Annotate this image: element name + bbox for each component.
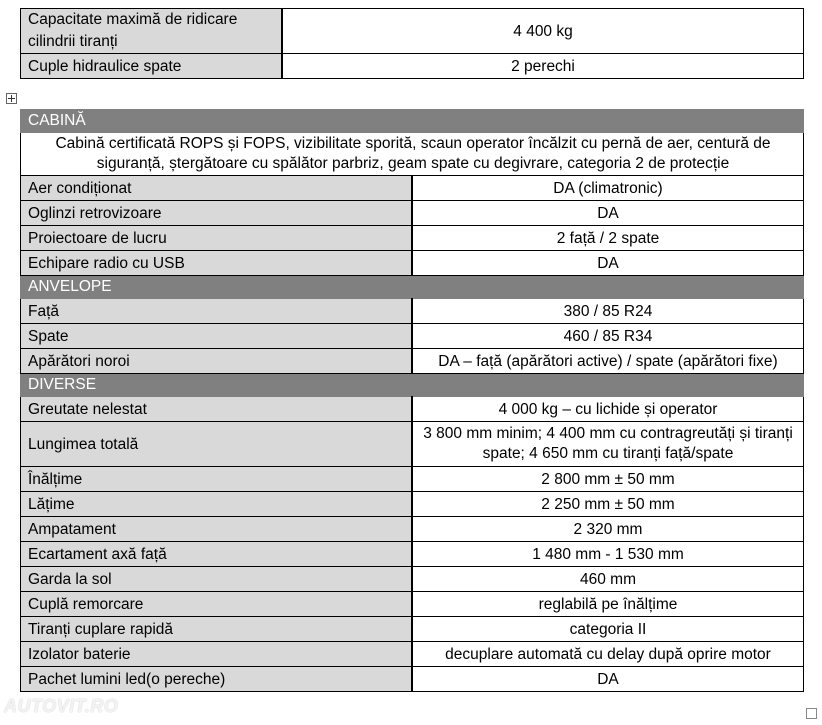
table-row [21,422,804,467]
row-label: Pachet lumini led(o pereche) [21,667,413,692]
row-value: DA [412,251,804,276]
cabina-description [21,133,804,176]
spec-table-top [20,8,804,79]
row-label: Capacitate maximă de ridicare cilindrii tiranți [21,9,283,54]
row-value: DA [412,201,804,226]
table-row [21,667,804,692]
spec-table-main [20,109,804,692]
row-label: Tiranți cuplare rapidă [21,617,413,642]
table-resize-handle-icon[interactable] [806,708,817,719]
table-row [21,201,804,226]
row-value: 1 480 mm - 1 530 mm [412,542,804,567]
row-label: Înălțime [21,467,413,492]
row-value: 3 800 mm minim; 4 400 mm cu contragreutăți și tiranți spate; 4 650 mm cu tiranți față/spate [412,422,804,467]
row-label: Izolator baterie [21,642,413,667]
table-row [21,226,804,251]
row-label: Lățime [21,492,413,517]
row-value: 4 000 kg – cu lichide și operator [412,397,804,422]
row-label: Proiectoare de lucru [21,226,413,251]
section-title: ANVELOPE [21,276,804,299]
table-move-handle-icon[interactable] [6,93,17,104]
row-value: DA [412,667,804,692]
row-value: reglabilă pe înălțime [412,592,804,617]
row-value: 2 800 mm ± 50 mm [412,467,804,492]
row-label: Apărători noroi [21,349,413,374]
row-label: Spate [21,324,413,349]
table-row [21,642,804,667]
row-value: 380 / 85 R24 [412,299,804,324]
section-header-diverse [21,374,804,397]
row-label: Garda la sol [21,567,413,592]
table-row [21,9,804,54]
table-row [21,251,804,276]
table-row [21,54,804,79]
table-row [21,176,804,201]
table-row [21,542,804,567]
row-label: Ampatament [21,517,413,542]
section-header-anvelope [21,276,804,299]
table-row [21,517,804,542]
table-row [21,567,804,592]
row-value: 460 / 85 R34 [412,324,804,349]
row-value: 2 perechi [282,54,804,79]
row-value: 2 față / 2 spate [412,226,804,251]
cabina-description-row [21,133,804,176]
row-label: Cuple hidraulice spate [21,54,283,79]
row-value: 2 320 mm [412,517,804,542]
row-label: Cuplă remorcare [21,592,413,617]
row-label: Față [21,299,413,324]
section-title: CABINĂ [21,110,804,133]
table-row [21,349,804,374]
section-title: DIVERSE [21,374,804,397]
cabina-description-text: Cabină certificată ROPS și FOPS, vizibilitate sporită, scaun operator încălzit cu pernă de aer, centură de siguranță, ștergătoare cu spălător parbriz, geam spate cu degivrare, categoria 2 de protecție [55,135,771,172]
row-value: DA – față (apărători active) / spate (apărători fixe) [412,349,804,374]
section-header-cabina [21,110,804,133]
table-row [21,299,804,324]
table-row [21,467,804,492]
watermark: AUTOVIT.RO [4,696,119,716]
row-label: Aer condiționat [21,176,413,201]
row-value: 4 400 kg [282,9,804,54]
row-label: Ecartament axă față [21,542,413,567]
row-label: Oglinzi retrovizoare [21,201,413,226]
table-row [21,397,804,422]
row-value: DA (climatronic) [412,176,804,201]
row-value: decuplare automată cu delay după oprire motor [412,642,804,667]
row-label: Greutate nelestat [21,397,413,422]
table-row [21,324,804,349]
row-label: Lungimea totală [21,422,413,467]
row-value: 460 mm [412,567,804,592]
row-label: Echipare radio cu USB [21,251,413,276]
table-row [21,592,804,617]
table-row [21,617,804,642]
row-value: 2 250 mm ± 50 mm [412,492,804,517]
row-value: categoria II [412,617,804,642]
table-row [21,492,804,517]
